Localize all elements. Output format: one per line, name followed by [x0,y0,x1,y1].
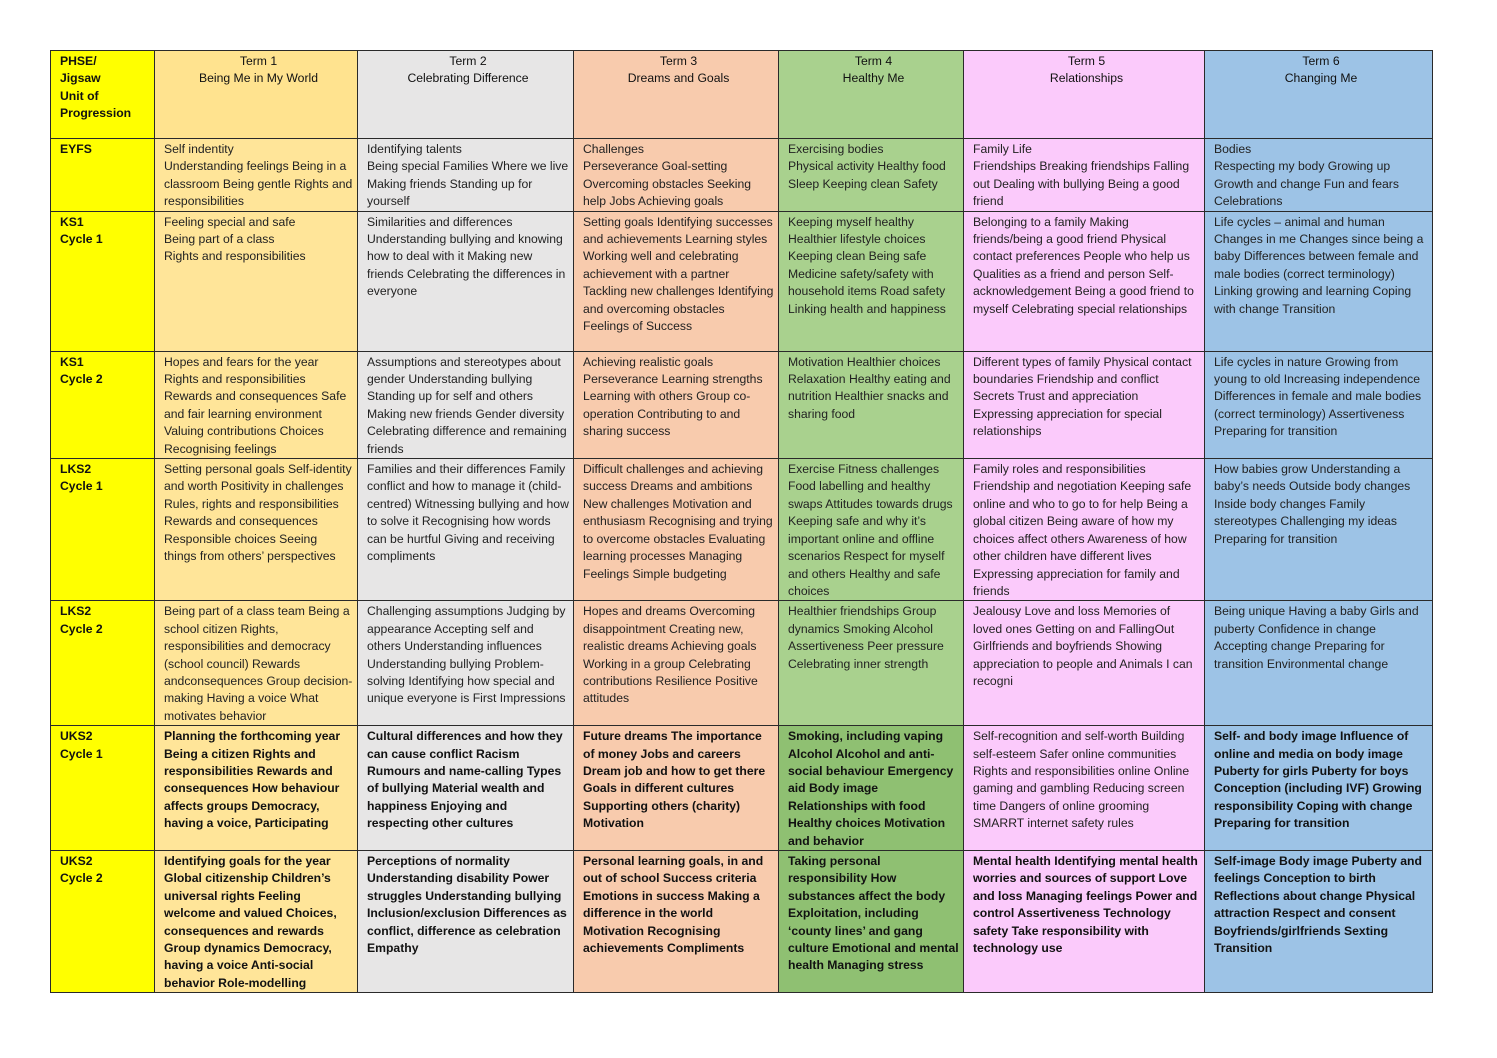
corner-label: PHSE/ Jigsaw Unit of Progression [60,54,132,121]
term-header-1 [155,51,358,139]
cell-term-3 [574,726,779,851]
cell-term-2 [358,459,574,601]
cell-term-2 [358,139,574,212]
term-header-6 [1205,51,1433,139]
term-header-2 [358,51,574,139]
cell-term-4 [779,601,964,726]
cell-term-4 [779,139,964,212]
row-label [51,726,155,851]
row-ks1-cycle-1 [51,211,1433,351]
cell-term-6 [1205,726,1433,851]
cell-term-1 [155,211,358,351]
cell-text: Achieving realistic goals Perseverance Learning strengths Learning with others Group co-operation Contributing to and sharing success [583,354,763,439]
corner-cell [51,51,155,139]
cell-term-5 [964,139,1205,212]
row-label-text: EYFS [60,142,92,156]
cell-term-1 [155,851,358,993]
cell-text: Feeling special and safe Being part of a class Rights and responsibilities [164,214,306,264]
row-uks2-cycle-1 [51,726,1433,851]
cell-text: Keeping myself healthy Healthier lifestyle choices Keeping clean Being safe Medicine safety/safety with household items Road safety Linking health and happiness [788,214,946,316]
term-name: Being Me in My World [199,71,318,86]
row-label-text: KS1 Cycle 1 [60,214,103,247]
cell-text: Smoking, including vaping Alcohol Alcohol and anti-social behaviour Emergency aid Body image Relationships with food Healthy choices Motivation and behavior [788,729,954,848]
cell-text: Self-image Body image Puberty and feelings Conception to birth Reflections about change Physical attraction Respect and consent Boyfriends/girlfriends Sexting Transition [1214,854,1422,956]
cell-term-4 [779,851,964,993]
cell-text: Being part of a class team Being a school citizen Rights, responsibilities and democracy (school council) Rewards andconsequences Group decision-making Having a voice What motivates behavior [164,604,353,723]
cell-text: Identifying goals for the year Global citizenship Children’s universal rights Feeling welcome and valued Choices, consequences and rewards Group dynamics Democracy, having a voice Anti-social behavior Role-modelling [164,854,337,990]
cell-term-3 [574,459,779,601]
cell-term-5 [964,211,1205,351]
progression-table [50,50,1433,993]
cell-text: Family roles and responsibilities Friendship and negotiation Keeping safe online and who to go to for help Being a global citizen Being aware of how my choices affect others Awareness of how other children have different lives Expressing appreciation for family and friends [973,462,1192,598]
cell-text: Assumptions and stereotypes about gender Understanding bullying Standing up for self and others Making new friends Gender diversity Celebrating difference and remaining friends [367,354,567,456]
row-label [51,459,155,601]
cell-text: Mental health Identifying mental health worries and sources of support Love and loss Managing feelings Power and control Assertiveness Technology safety Take responsibility with technology use [973,854,1198,956]
term-header-3 [574,51,779,139]
cell-term-1 [155,601,358,726]
cell-term-6 [1205,601,1433,726]
cell-term-5 [964,351,1205,458]
row-label-text: LKS2 Cycle 2 [60,604,103,636]
cell-text: Perceptions of normality Understanding disability Power struggles Understanding bullying Inclusion/exclusion Differences as conflict, difference as celebration Empathy [367,854,567,956]
cell-text: Different types of family Physical contact boundaries Friendship and conflict Secrets Trust and appreciation Expressing appreciation for special relationships [973,354,1192,439]
term-name: Relationships [1049,71,1124,86]
term-number: Term 3 [659,54,698,68]
row-label-text: UKS2 Cycle 2 [60,854,103,886]
term-header-4 [779,51,964,139]
cell-text: Hopes and fears for the year Rights and responsibilities Rewards and consequences Safe and fair learning environment Valuing contributions Choices Recognising feelings [164,354,347,456]
cell-term-2 [358,851,574,993]
cell-text: Identifying talents Being special Families Where we live Making friends Standing up for yourself [367,142,569,209]
cell-text: How babies grow Understanding a baby’s needs Outside body changes Inside body changes Family stereotypes Challenging my ideas Preparing for transition [1214,462,1411,546]
cell-text: Self indentity Understanding feelings Being in a classroom Being gentle Rights and responsibilities [164,142,353,209]
cell-term-2 [358,601,574,726]
cell-text: Taking personal responsibility How substances affect the body Exploitation, including ‘county lines’ and gang culture Emotional and mental health Managing stress [788,854,959,973]
row-label-text: UKS2 Cycle 1 [60,729,103,761]
row-label [51,851,155,993]
cell-text: Planning the forthcoming year Being a citizen Rights and responsibilities Rewards and consequences How behaviour affects groups Democracy, having a voice, Participating [164,729,341,831]
row-label [51,351,155,458]
term-number: Term 2 [449,54,487,68]
cell-text: Life cycles in nature Growing from young to old Increasing independence Differences in female and male bodies (correct terminology) Assertiveness Preparing for transition [1214,354,1422,439]
row-ks1-cycle-2 [51,351,1433,458]
row-label-text: KS1 Cycle 2 [60,354,103,387]
cell-text: Families and their differences Family conflict and how to manage it (child-centred) Witnessing bullying and how to solve it Recognising how words can be hurtful Giving and receiving compliments [367,462,569,564]
row-eyfs [51,139,1433,212]
cell-text: Family Life Friendships Breaking friendships Falling out Dealing with bullying Being a good friend [973,142,1190,209]
cell-text: Life cycles – animal and human Changes in me Changes since being a baby Differences between female and male bodies (correct terminology) Linking growing and learning Coping with change Transition [1214,214,1424,316]
cell-term-1 [155,726,358,851]
cell-text: Motivation Healthier choices Relaxation Healthy eating and nutrition Healthier snacks and sharing food [788,354,951,421]
cell-term-6 [1205,459,1433,601]
cell-term-1 [155,139,358,212]
cell-term-4 [779,726,964,851]
cell-text: Exercise Fitness challenges Food labelling and healthy swaps Attitudes towards drugs Keeping safe and why it’s important online and offline scenarios Respect for myself and others Healthy and safe choices [788,462,953,598]
cell-term-3 [574,211,779,351]
cell-term-6 [1205,139,1433,212]
cell-text: Hopes and dreams Overcoming disappointment Creating new, realistic dreams Achieving goals Working in a group Celebrating contributions Resilience Positive attitudes [583,604,758,706]
cell-text: Future dreams The importance of money Jobs and careers Dream job and how to get there Goals in different cultures Supporting others (charity) Motivation [583,729,766,831]
header-row [51,51,1433,139]
term-number: Term 1 [239,54,278,68]
cell-text: Bodies Respecting my body Growing up Growth and change Fun and fears Celebrations [1214,142,1399,209]
cell-term-6 [1205,851,1433,993]
cell-text: Setting personal goals Self-identity and worth Positivity in challenges Rules, rights and responsibilities Rewards and consequences Responsible choices Seeing things from others’ perspectives [164,462,352,564]
row-uks2-cycle-2 [51,851,1433,993]
row-lks2-cycle-1 [51,459,1433,601]
row-label [51,211,155,351]
row-label-text: LKS2 Cycle 1 [60,462,103,494]
cell-text: Personal learning goals, in and out of school Success criteria Emotions in success Making a difference in the world Motivation Recognising achievements Compliments [583,854,764,956]
cell-term-6 [1205,351,1433,458]
cell-text: Exercising bodies Physical activity Healthy food Sleep Keeping clean Safety [788,142,946,191]
cell-term-3 [574,351,779,458]
cell-term-5 [964,459,1205,601]
term-name: Celebrating Difference [407,71,529,86]
term-name: Dreams and Goals [627,71,730,86]
cell-text: Similarities and differences Understanding bullying and knowing how to deal with it Making new friends Celebrating the differences in everyone [367,214,566,299]
row-label [51,601,155,726]
cell-text: Difficult challenges and achieving success Dreams and ambitions New challenges Motivation and enthusiasm Recognising and trying to overcome obstacles Evaluating learning processes Managing Feelings Simple budgeting [583,462,773,581]
term-number: Term 4 [854,54,893,68]
cell-term-2 [358,726,574,851]
cell-term-1 [155,459,358,601]
term-name: Changing Me [1284,71,1358,86]
cell-term-1 [155,351,358,458]
cell-text: Challenges Perseverance Goal-setting Overcoming obstacles Seeking help Jobs Achieving goals [583,142,752,209]
cell-term-4 [779,211,964,351]
cell-text: Belonging to a family Making friends/being a good friend Physical contact preferences People who help us Qualities as a friend and person Self-acknowledgement Being a good friend to myself Celebrating special relationships [973,214,1194,316]
cell-term-6 [1205,211,1433,351]
term-number: Term 6 [1302,54,1340,68]
cell-text: Self- and body image Influence of online and media on body image Puberty for girls Puberty for boys Conception (including IVF) Growing responsibility Coping with change Preparing for transition [1214,729,1422,831]
cell-term-4 [779,459,964,601]
cell-text: Self-recognition and self-worth Building self-esteem Safer online communities Rights and responsibilities online Online gaming and gambling Reducing screen time Dangers of online grooming SMARRT internet safety rules [973,729,1190,831]
cell-text: Cultural differences and how they can cause conflict Racism Rumours and name-calling Types of bullying Material wealth and happiness Enjoying and respecting other cultures [367,729,563,831]
cell-term-2 [358,211,574,351]
cell-term-3 [574,601,779,726]
cell-term-4 [779,351,964,458]
row-label [51,139,155,212]
cell-term-3 [574,139,779,212]
cell-text: Challenging assumptions Judging by appearance Accepting self and others Understanding influences Understanding bullying Problem-solving Identifying how special and unique everyone is First Impressions [367,604,566,706]
cell-text: Setting goals Identifying successes and achievements Learning styles Working well and celebrating achievement with a partner Tackling new challenges Identifying and overcoming obstacles Feelings of Success [583,214,774,334]
cell-term-5 [964,851,1205,993]
cell-term-5 [964,726,1205,851]
cell-text: Healthier friendships Group dynamics Smoking Alcohol Assertiveness Peer pressure Celebrating inner strength [788,604,944,671]
cell-term-3 [574,851,779,993]
row-lks2-cycle-2 [51,601,1433,726]
term-header-5 [964,51,1205,139]
term-number: Term 5 [1067,54,1106,68]
term-name: Healthy Me [842,71,905,86]
cell-term-2 [358,351,574,458]
cell-text: Jealousy Love and loss Memories of loved ones Getting on and FallingOut Girlfriends and boyfriends Showing appreciation to people and Animals I can recogni [973,604,1193,688]
cell-term-5 [964,601,1205,726]
cell-text: Being unique Having a baby Girls and puberty Confidence in change Accepting change Preparing for transition Environmental change [1214,604,1419,671]
